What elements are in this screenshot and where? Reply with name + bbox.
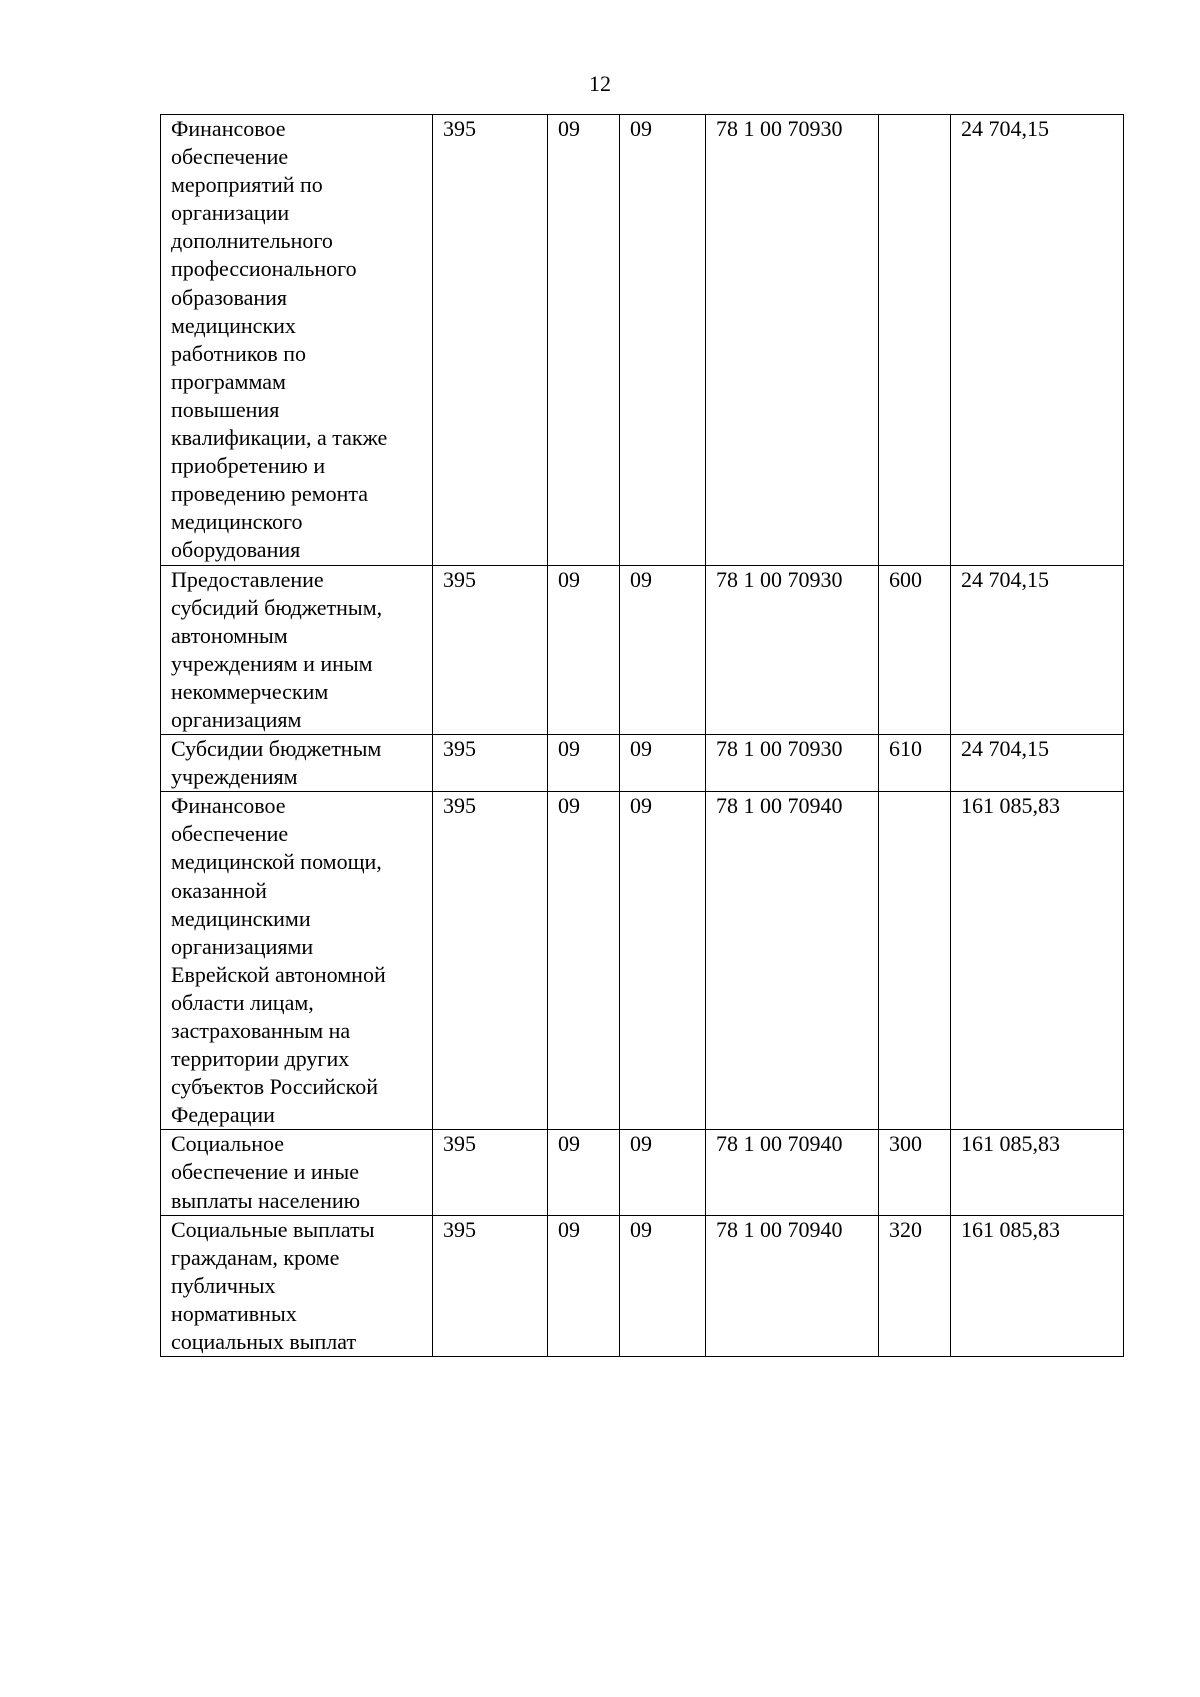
expense-type-cell: 320 [879, 1215, 951, 1356]
expense-name-cell: Социальное обеспечение и иные выплаты населению [161, 1130, 433, 1215]
target-article-cell: 78 1 00 70940 [706, 792, 879, 1130]
grbs-code-cell: 395 [433, 735, 548, 792]
section-code-cell: 09 [548, 792, 620, 1130]
expense-type-cell: 600 [879, 565, 951, 735]
amount-cell: 24 704,15 [951, 115, 1124, 566]
subsection-code-cell: 09 [620, 1215, 706, 1356]
grbs-code-cell: 395 [433, 565, 548, 735]
amount-cell: 161 085,83 [951, 792, 1124, 1130]
subsection-code-cell: 09 [620, 1130, 706, 1215]
table-row [161, 1130, 1124, 1215]
table-row [161, 115, 1124, 566]
section-code-cell: 09 [548, 565, 620, 735]
table-row [161, 792, 1124, 1130]
expense-name-cell: Финансовое обеспечение мероприятий по организации дополнительного профессионального образования медицинских работников по программам повышения квалификации, а также приобретению и проведению ремонта медицинского оборудования [161, 115, 433, 566]
grbs-code-cell: 395 [433, 1215, 548, 1356]
grbs-code-cell: 395 [433, 792, 548, 1130]
target-article-cell: 78 1 00 70930 [706, 565, 879, 735]
expense-type-cell [879, 115, 951, 566]
amount-cell: 161 085,83 [951, 1215, 1124, 1356]
subsection-code-cell: 09 [620, 792, 706, 1130]
section-code-cell: 09 [548, 735, 620, 792]
expense-type-cell: 300 [879, 1130, 951, 1215]
budget-table [160, 114, 1124, 1357]
target-article-cell: 78 1 00 70930 [706, 115, 879, 566]
expense-type-cell [879, 792, 951, 1130]
section-code-cell: 09 [548, 1215, 620, 1356]
subsection-code-cell: 09 [620, 115, 706, 566]
table-row [161, 1215, 1124, 1356]
amount-cell: 24 704,15 [951, 735, 1124, 792]
table-row [161, 735, 1124, 792]
expense-name-cell: Социальные выплаты гражданам, кроме публичных нормативных социальных выплат [161, 1215, 433, 1356]
expense-name-cell: Финансовое обеспечение медицинской помощи, оказанной медицинскими организациями Еврейской автономной области лицам, застрахованным на территории других субъектов Российской Федерации [161, 792, 433, 1130]
table-row [161, 565, 1124, 735]
budget-table-body [161, 115, 1124, 1357]
expense-type-cell: 610 [879, 735, 951, 792]
grbs-code-cell: 395 [433, 1130, 548, 1215]
amount-cell: 161 085,83 [951, 1130, 1124, 1215]
target-article-cell: 78 1 00 70940 [706, 1215, 879, 1356]
expense-name-cell: Предоставление субсидий бюджетным, автономным учреждениям и иным некоммерческим организациям [161, 565, 433, 735]
section-code-cell: 09 [548, 1130, 620, 1215]
subsection-code-cell: 09 [620, 565, 706, 735]
target-article-cell: 78 1 00 70930 [706, 735, 879, 792]
expense-name-cell: Субсидии бюджетным учреждениям [161, 735, 433, 792]
subsection-code-cell: 09 [620, 735, 706, 792]
page-number: 12 [589, 71, 611, 96]
target-article-cell: 78 1 00 70940 [706, 1130, 879, 1215]
section-code-cell: 09 [548, 115, 620, 566]
amount-cell: 24 704,15 [951, 565, 1124, 735]
grbs-code-cell: 395 [433, 115, 548, 566]
